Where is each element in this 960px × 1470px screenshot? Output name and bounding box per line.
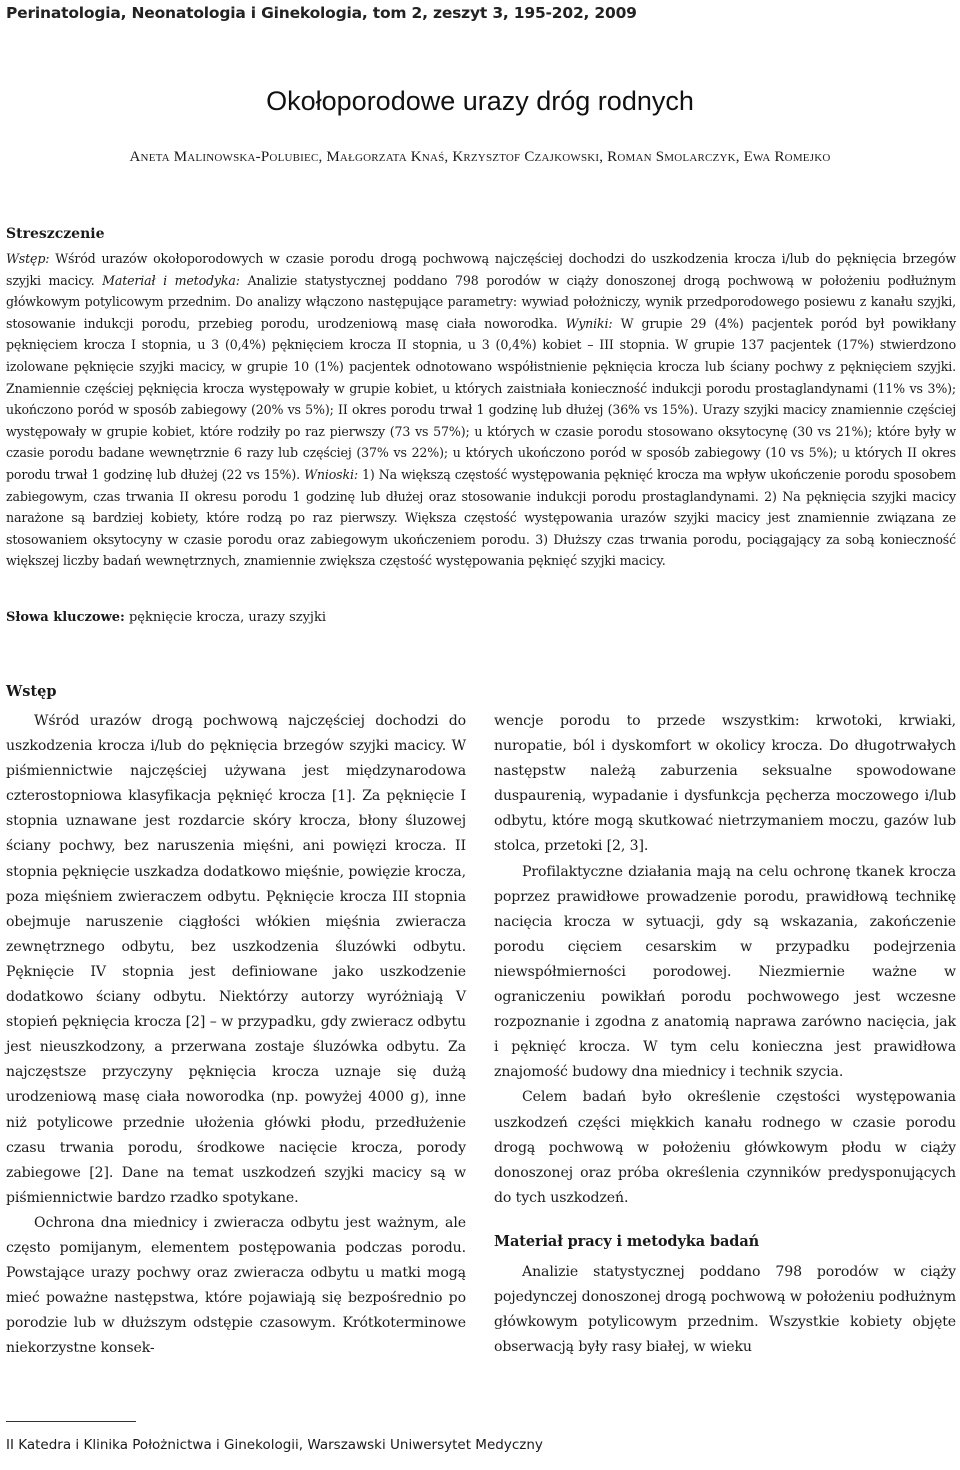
column-right: [494, 709, 956, 1360]
body-paragraph: Ochrona dna miednicy i zwieracza odbytu jest ważnym, ale często pomijanym, elementem postępowania podczas porodu. Powstające urazy pochwy oraz zwieracza odbytu u matki mogą mieć poważne następstwa, które pojawiają się bezpośrednio po porodzie lub w dłuższym odstępie czasowym. Krótkoterminowe niekorzystne konsek-: [6, 1214, 466, 1357]
abstract-label-intro: Wstęp:: [6, 251, 50, 266]
body-paragraph: Wśród urazów drogą pochwową najczęściej dochodzi do uszkodzenia krocza i/lub do pęknięcia brzegów szyjki macicy. W piśmiennictwie najczęściej używana jest międzynarodowa czterostopniowa klasyfikacja pęknięć krocza [1]. Za pęknięcie I stopnia uznawane jest rozdarcie skóry krocza, błony śluzowej ściany pochwy, bez naruszenia mięśni, ani powięzi krocza. II stopnia pęknięcie uszkadza dodatkowo mięśnie, powięzie krocza, poza mięśniem zwieraczem odbytu. Pęknięcie krocza III stopnia obejmuje naruszenie ciągłości włókien mięśnia zwieracza zewnętrznego odbytu, bez uszkodzenia śluzówki odbytu. Pęknięcie IV stopnia jest definiowane jako uszkodzenie dodatkowo ściany odbytu. Niektórzy autorzy wyróżniają V stopień pęknięcia krocza [2] – w przypadku, gdy zwieracz odbytu jest nieuszkodzony, a przerwana zostaje śluzówka odbytu. Za najczęstsze przyczyny pęknięcia krocza uznaje się dużą urodzeniową masę ciała noworodka (np. powyżej 4000 g), inne niż potylicowe przednie ułożenia główki płodu, przedłużenie czasu trwania porodu, środkowe nacięcie krocza, porody zabiegowe [2]. Dane na temat uszkodzeń szyjki macicy są w piśmiennictwie bardzo rzadko spotykane.: [6, 713, 466, 1206]
keywords-label: Słowa kluczowe:: [6, 610, 125, 625]
author-list: Aneta Malinowska-Polubiec, Małgorzata Knaś, Krzysztof Czajkowski, Roman Smolarczyk, Ewa Romejko: [129, 149, 831, 165]
journal-header: Perinatologia, Neonatologia i Ginekologia, tom 2, zeszyt 3, 195-202, 2009: [6, 4, 637, 22]
keywords-text: pęknięcie krocza, urazy szyjki: [124, 610, 326, 625]
affiliation-footnote: II Katedra i Klinika Położnictwa i Ginekologii, Warszawski Uniwersytet Medyczny: [6, 1437, 543, 1453]
abstract-label-conclusions: Wnioski:: [304, 466, 358, 482]
abstract-results: W grupie 29 (4%) pacjentek poród był powikłany pęknięciem krocza I stopnia, u 3 (0,4%) pęknięciem krocza II stopnia, u 3 (0,4%) kobiet – III stopnia. W grupie 137 pacjentek (17%) stwierdzono izolowane pęknięcie szyjki macicy, w grupie 10 (1%) pacjentek odnotowano współistnienie pęknięcia krocza lub ściany pochwy z pęknięciem szyjki. Znamiennie częściej pęknięcia krocza występowały w grupie kobiet, u których zaistniała konieczność indukcji porodu prostaglandynami (11% vs 3%); ukończono poród w sposób zabiegowy (20% vs 5%); II okres porodu trwał 1 godzinę lub dłużej (36% vs 15%). Urazy szyjki macicy znamiennie częściej występowały w grupie kobiet, które rodziły po raz pierwszy (73 vs 57%); u których w czasie porodu stosowano oksytocynę (30 vs 21%); które były w czasie porodu badane wewnętrznie 6 razy lub częściej (37% vs 22%); u których ukończono poród w sposób zabiegowy (10 vs 5%); u których II okres porodu trwał 1 godzinę lub dłużej (22 vs 15%).: [6, 315, 956, 482]
abstract-heading: Streszczenie: [6, 226, 105, 242]
body-paragraph: Analizie statystycznej poddano 798 porodów w ciąży pojedynczej donoszonej drogą pochwową w położeniu podłużnym główkowym potylicowym przednim. Wszystkie kobiety objęte obserwacją były rasy białej, w wieku: [494, 1263, 956, 1356]
keywords: [6, 610, 326, 625]
abstract-text: [6, 248, 956, 572]
section-heading-intro: Wstęp: [6, 683, 57, 700]
body-paragraph: wencje porodu to przede wszystkim: krwotoki, krwiaki, nuropatie, ból i dyskomfort w okolicy krocza. Do długotrwałych następstw należą zaburzenia seksualne spowodowane duspaurenią, wypadanie i dysfunkcja pęcherza moczowego i/lub odbytu, które mogą skutkować nietrzymaniem moczu, gazów lub stolca, przetoki [2, 3].: [494, 713, 956, 855]
abstract-label-methods: Materiał i metodyka:: [102, 272, 240, 288]
column-left: [6, 709, 466, 1361]
abstract-conclusions: 1) Na większą częstość występowania pęknięć krocza ma wpływ ukończenie porodu sposobem zabiegowym, czas trwania II okresu porodu 1 godzinę lub dłużej oraz stosowanie indukcji porodu prostaglandynami. 2) Na pęknięcia szyjki macicy narażone są bardziej kobiety, które rodzą po raz pierwszy. Większa częstość występowania urazów szyjki macicy jest znamiennie związana ze stosowaniem oksytocyny w czasie porodu oraz zabiegowym ukończeniem porodu. 3) Dłuższy czas trwania porodu, pociągający za sobą konieczność większej liczby badań wewnętrznych, znamiennie zwiększa częstość występowania pęknięć szyjki macicy.: [6, 466, 956, 569]
body-paragraph: Celem badań było określenie częstości występowania uszkodzeń części miękkich kanału rodnego w czasie porodu drogą pochwową w położeniu główkowym płodu w ciąży donoszonej oraz próba określenia czynników predysponujących do tych uszkodzeń.: [494, 1089, 956, 1206]
abstract-intro: Wśród urazów okołoporodowych w czasie porodu drogą pochwową najczęściej dochodzi do uszkodzenia krocza i/lub do pęknięcia brzegów szyjki macicy.: [6, 251, 956, 288]
section-heading-methods: Materiał pracy i metodyka badań: [494, 1232, 760, 1250]
footnote-rule: [6, 1421, 136, 1422]
abstract-label-results: Wyniki:: [565, 315, 613, 331]
abstract-methods: Analizie statystycznej poddano 798 porodów w ciąży donoszonej drogą pochwową w położeniu podłużnym główkowym potylicowym przednim. Do analizy włączono następujące parametry: wywiad położniczy, wynik przedporodowego posiewu z kanału szyjki, stosowanie indukcji porodu, przebieg porodu, urodzeniową masę ciała noworodka.: [6, 272, 957, 331]
article-title: Okołoporodowe urazy dróg rodnych: [266, 86, 694, 116]
body-paragraph: Profilaktyczne działania mają na celu ochronę tkanek krocza poprzez prawidłowe prowadzenie porodu, prawidłową technikę nacięcia krocza w sytuacji, gdy są wskazania, zakończenie porodu cięciem cesarskim w przypadku podejrzenia niewspółmierności porodowej. Niezmiernie ważne w ograniczeniu powikłań porodu pochwowego jest wczesne rozpoznanie i zgodna z anatomią naprawa zarówno nacięcia, jak i pęknięć krocza. W tym celu konieczna jest prawidłowa znajomość budowy dna miednicy i technik szycia.: [494, 863, 956, 1081]
